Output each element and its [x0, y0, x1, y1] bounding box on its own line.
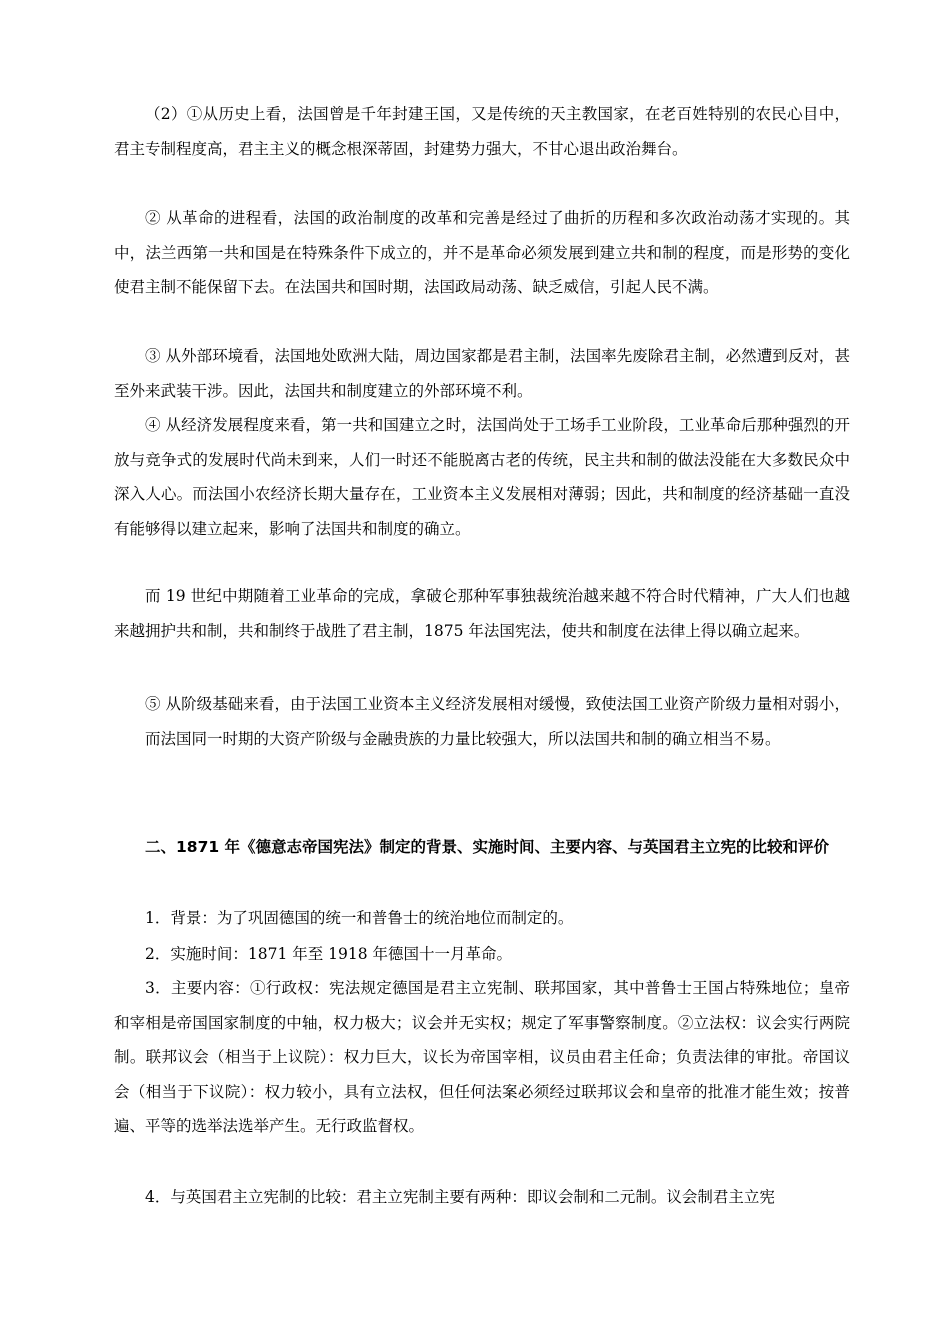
paragraph-external-environment: ③ 从外部环境看，法国地处欧洲大陆，周边国家都是君主制，法国率先废除君主制，必然遭到反对，甚至外来武装干涉。因此，法国共和制度建立的外部环境不利。: [114, 347, 850, 400]
section-heading: 二、1871 年《德意志帝国宪法》制定的背景、实施时间、主要内容、与英国君主立宪的比较和评价: [145, 838, 830, 856]
paragraph-history: （2）①从历史上看，法国曾是千年封建王国，又是传统的天主教国家，在老百姓特别的农民心目中，君主专制程度高，君主主义的概念根深蒂固，封建势力强大，不甘心退出政治舞台。: [114, 105, 850, 158]
paragraph-revolution-process: ② 从革命的进程看，法国的政治制度的改革和完善是经过了曲折的历程和多次政治动荡才实现的。其中，法兰西第一共和国是在特殊条件下成立的，并不是革命必须发展到建立共和制的程度，而是形势的变化使君主制不能保留下去。在法国共和国时期，法国政局动荡、缺乏威信，引起人民不满。: [114, 209, 850, 296]
paragraph-industrial-revolution: 而 19 世纪中期随着工业革命的完成，拿破仑那种军事独裁统治越来越不符合时代精神，广大人们也越来越拥护共和制，共和制终于战胜了君主制，1875 年法国宪法，使共和制度在法律上得以确立起来。: [114, 587, 850, 640]
list-item-implementation-time: 2．实施时间：1871 年至 1918 年德国十一月革命。: [145, 945, 513, 963]
list-item-comparison: 4．与英国君主立宪制的比较：君主立宪制主要有两种：即议会制和二元制。议会制君主立宪: [145, 1188, 775, 1206]
list-item-background: 1．背景：为了巩固德国的统一和普鲁士的统治地位而制定的。: [145, 909, 574, 927]
paragraph-economic-development: ④ 从经济发展程度来看，第一共和国建立之时，法国尚处于工场手工业阶段，工业革命后那种强烈的开放与竞争式的发展时代尚未到来，人们一时还不能脱离古老的传统，民主共和制的做法没能在大多数民众中深入人心。而法国小农经济长期大量存在，工业资本主义发展相对薄弱；因此，共和制度的经济基础一直没有能够得以建立起来，影响了法国共和制度的确立。: [114, 416, 850, 538]
paragraph-class-basis: ⑤ 从阶级基础来看，由于法国工业资本主义经济发展相对缓慢，致使法国工业资产阶级力量相对弱小，而法国同一时期的大资产阶级与金融贵族的力量比较强大，所以法国共和制的确立相当不易。: [145, 695, 850, 748]
list-item-main-content: 3．主要内容：①行政权：宪法规定德国是君主立宪制、联邦国家，其中普鲁士王国占特殊地位；皇帝和宰相是帝国国家制度的中轴，权力极大；议会并无实权；规定了军事警察制度。②立法权：议会实行两院制。联邦议会（相当于上议院）：权力巨大，议长为帝国宰相，议员由君主任命；负责法律的审批。帝国议会（相当于下议院）：权力较小，具有立法权，但任何法案必须经过联邦议会和皇帝的批准才能生效；按普遍、平等的选举法选举产生。无行政监督权。: [114, 979, 850, 1135]
